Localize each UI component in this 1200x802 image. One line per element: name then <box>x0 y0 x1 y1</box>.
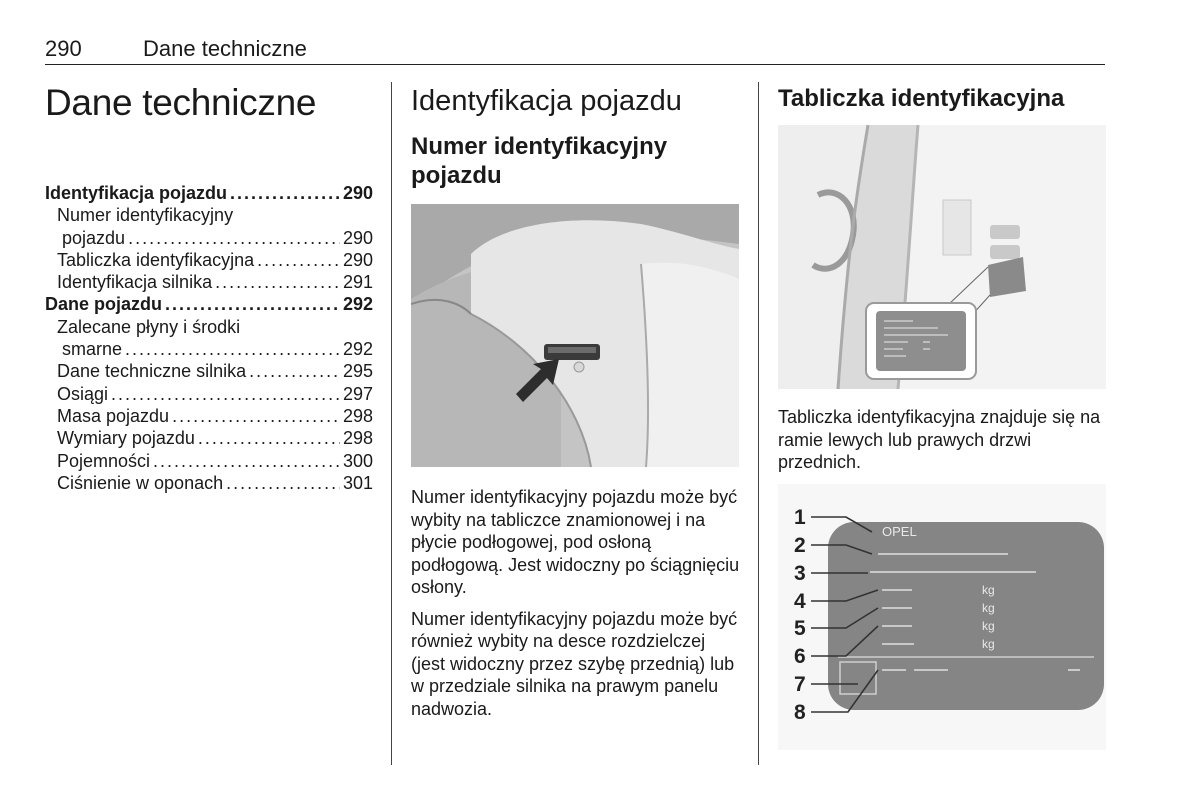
id-plate-column <box>778 84 1108 113</box>
column-divider <box>391 82 392 765</box>
callout-2: 2 <box>794 534 806 557</box>
vin-location-photo <box>411 204 739 467</box>
toc-entry-wymiary[interactable]: Wymiary pojazdu . . . 298 <box>45 427 373 449</box>
callout-8: 8 <box>794 701 806 724</box>
vehicle-identification-column <box>411 84 741 190</box>
vin-text-block <box>411 486 741 720</box>
plate-unit-kg: kg <box>982 583 995 597</box>
toc-entry-plyny-line1[interactable]: Zalecane płyny i środki <box>57 316 241 337</box>
door-frame-photo <box>778 125 1106 389</box>
callout-6: 6 <box>794 645 806 668</box>
paragraph: Numer identyfikacyjny pojazdu może być również wybity na desce rozdzielczej (jest widoczny przez szybę przednią) lub w przedziale silnika na prawym panelu nadwozia. <box>411 608 738 719</box>
plate-unit-kg: kg <box>982 637 995 651</box>
id-plate-diagram <box>778 484 1106 750</box>
plate-unit-kg: kg <box>982 619 995 633</box>
paragraph: Tabliczka identyfikacyjna znajduje się na ramie lewych lub prawych drzwi przednich. <box>778 407 1101 472</box>
callout-1: 1 <box>794 506 806 529</box>
plate-brand-text: OPEL <box>882 524 917 539</box>
toc-entry-osiagi[interactable]: Osiągi . . . 297 <box>45 383 373 405</box>
plate-location-text <box>778 406 1110 474</box>
toc-entry-masa[interactable]: Masa pojazdu . . . 298 <box>45 405 373 427</box>
running-section-title: Dane techniczne <box>143 36 307 61</box>
callout-4: 4 <box>794 590 806 613</box>
page-header <box>45 36 1105 65</box>
toc-entry-numer-line1[interactable]: Numer identyfikacyjny <box>57 205 234 226</box>
toc-entry-numer-identyfikacyjny[interactable]: pojazdu . . . 290 <box>45 227 373 249</box>
callout-3: 3 <box>794 562 806 585</box>
toc-entry-cisnienie[interactable]: Ciśnienie w oponach . . . 301 <box>45 472 373 494</box>
subsection-heading: Numer identyfikacyjny pojazdu <box>411 133 668 189</box>
toc-entry-identyfikacja-pojazdu[interactable]: Identyfikacja pojazdu . . . 290 <box>45 182 373 204</box>
toc-entry-pojemnosci[interactable]: Pojemności . . . 300 <box>45 450 373 472</box>
callout-7: 7 <box>794 673 806 696</box>
plate-unit-kg: kg <box>982 601 995 615</box>
toc-entry-plyny[interactable]: smarne . . . 292 <box>45 338 373 360</box>
paragraph: Numer identyfikacyjny pojazdu może być wybity na tabliczce znamionowej i na płycie podłogowej, pod osłoną podłogową. Jest widoczny po ściągnięciu osłony. <box>411 487 740 597</box>
toc-entry-identyfikacja-silnika[interactable]: Identyfikacja silnika . . . 291 <box>45 271 373 293</box>
section-heading: Tabliczka identyfikacyjna <box>778 85 1065 112</box>
chapter-title: Dane techniczne <box>45 82 317 123</box>
column-divider <box>758 82 759 765</box>
table-of-contents <box>45 182 373 494</box>
toc-entry-tabliczka[interactable]: Tabliczka identyfikacyjna . . . 290 <box>45 249 373 271</box>
page-number: 290 <box>45 36 82 61</box>
chapter-column <box>45 82 373 494</box>
section-heading: Identyfikacja pojazdu <box>411 85 682 117</box>
toc-entry-dane-silnika[interactable]: Dane techniczne silnika . . . 295 <box>45 360 373 382</box>
toc-entry-dane-pojazdu[interactable]: Dane pojazdu . . . 292 <box>45 293 373 315</box>
callout-5: 5 <box>794 617 806 640</box>
